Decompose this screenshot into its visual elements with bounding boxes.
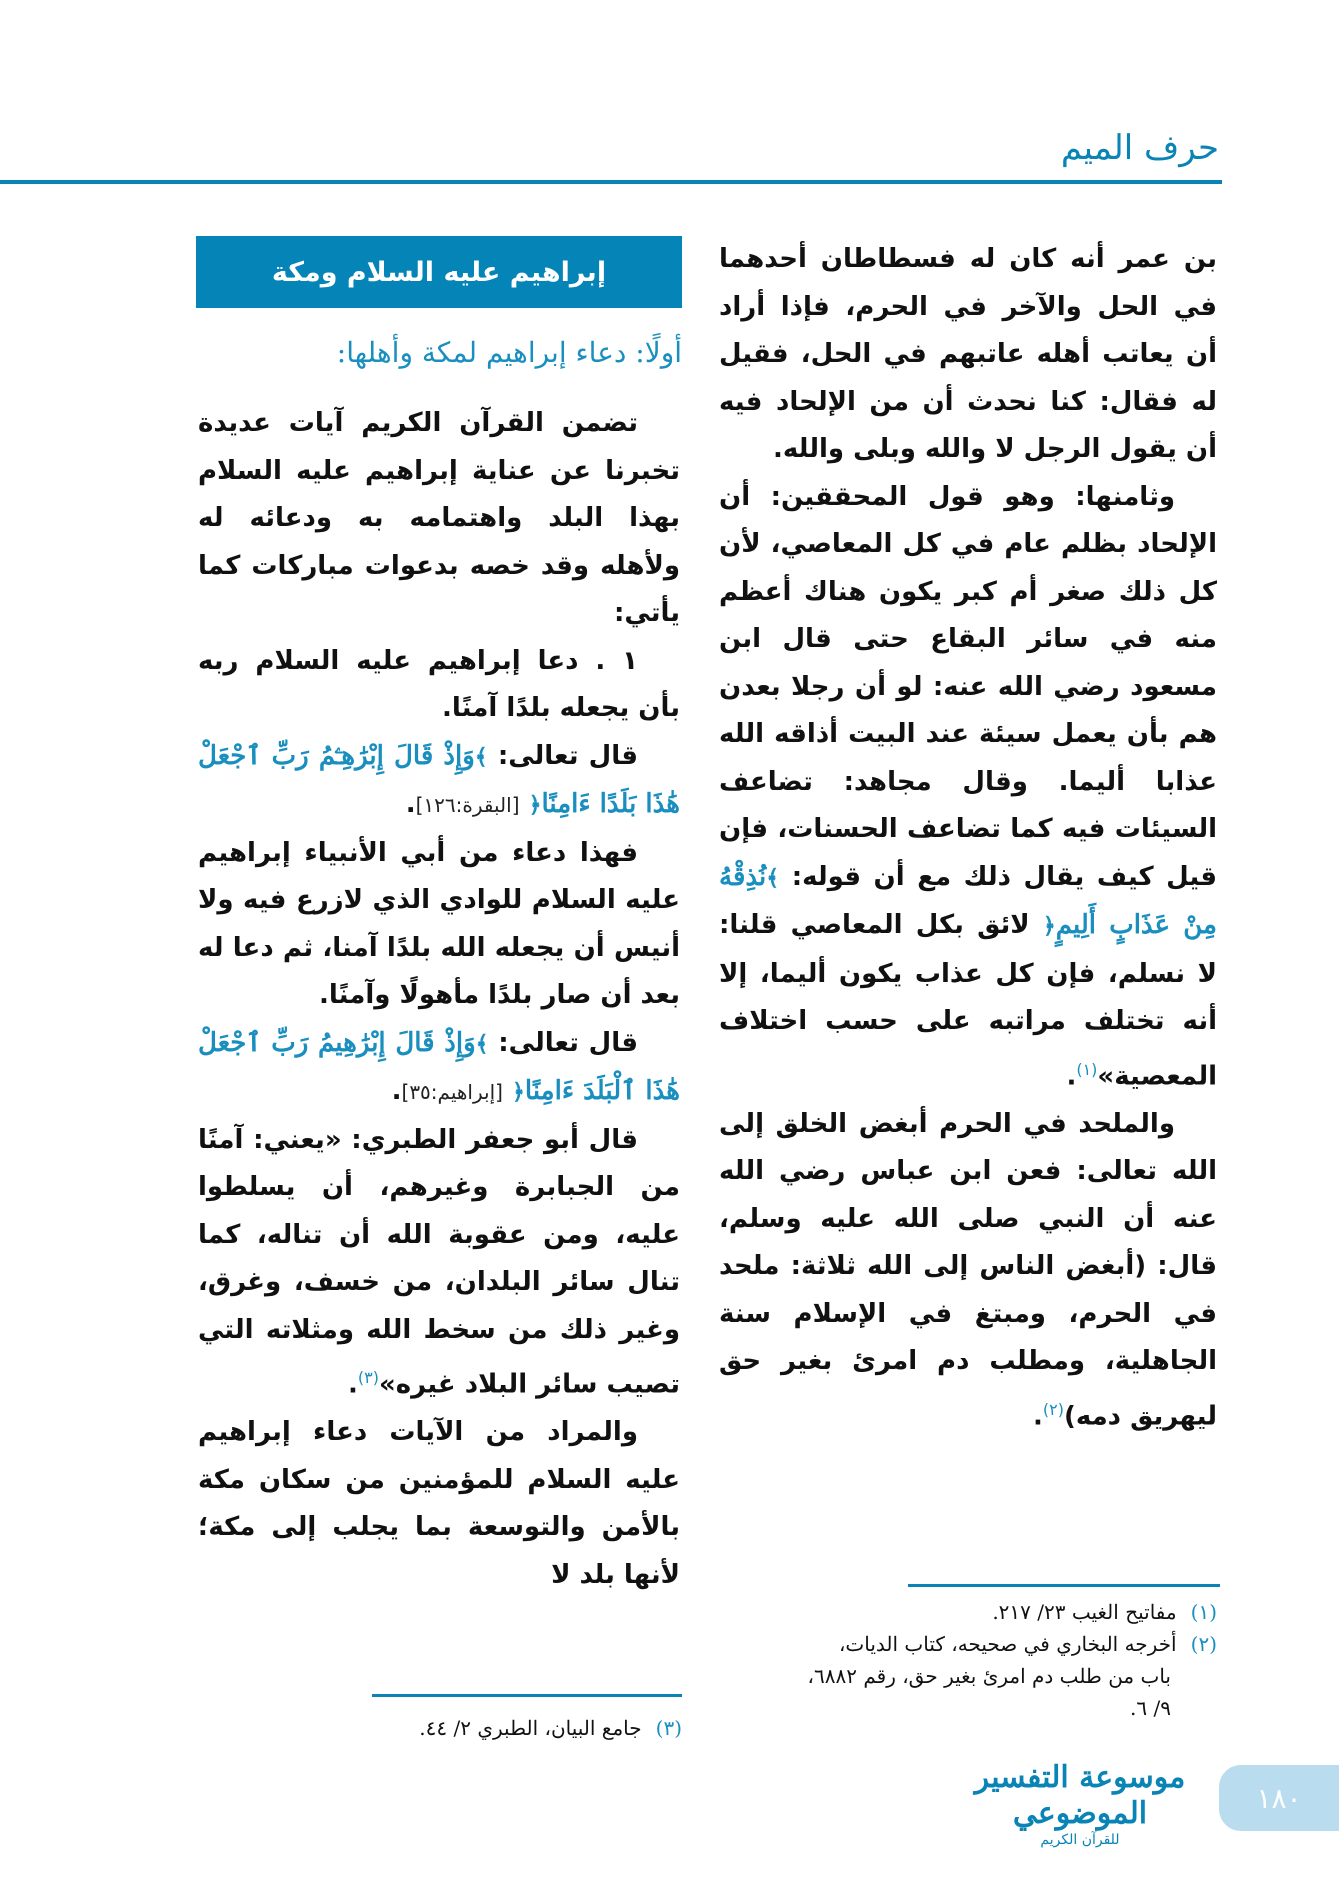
left-column xyxy=(198,400,680,1599)
verse-close-ornament-icon: ﴿ xyxy=(512,1080,525,1105)
verse-close-ornament-icon: ﴿ xyxy=(1042,914,1056,939)
paragraph xyxy=(198,1409,680,1599)
footnote-text: أخرجه البخاري في صحيحه، كتاب الديات، xyxy=(838,1632,1177,1656)
header-rule xyxy=(0,180,1222,184)
verse-open-ornament-icon: ﴾ xyxy=(474,744,488,770)
quran-quote xyxy=(198,1020,680,1117)
period: . xyxy=(1032,1401,1043,1432)
paragraph xyxy=(198,400,680,638)
period: . xyxy=(391,1076,402,1106)
paragraph xyxy=(198,1117,680,1410)
quote-lead: قال تعالى: xyxy=(498,1027,638,1058)
logo-title: موسوعة التفسير الموضوعي xyxy=(974,1760,1186,1831)
footnotes-right xyxy=(717,1596,1217,1724)
footnote-item xyxy=(198,1712,682,1744)
page-number: ١٨٠ xyxy=(1256,1781,1302,1815)
paragraph-text: تضمن القرآن الكريم آيات عديدة تخبرنا عن عناية إبراهيم عليه السلام بهذا البلد واهتمامه به ودعائه له ولأهله وقد خصه بدعوات مباركات كما يأتي: xyxy=(198,408,680,628)
verse-reference: [إبراهيم:٣٥] xyxy=(401,1080,503,1104)
paragraph-text: فهذا دعاء من أبي الأنبياء إبراهيم عليه السلام للوادي الذي لازرع فيه ولا أنيس أن يجعله الله بلدًا آمنا، ثم دعا له بعد أن صار بلدًا مأهولًا وآمنًا. xyxy=(198,837,680,1010)
paragraph-text: بن عمر أنه كان له فسطاطان أحدهما في الحل والآخر في الحرم، فإذا أراد أن يعاتب أهله عاتبهم في الحل، فقيل له فقال: كنا نحدث أن من الإلحاد فيه أن يقول الرجل لا والله وبلى والله. xyxy=(719,244,1217,464)
verse-open-ornament-icon: ﴾ xyxy=(475,1031,489,1057)
footnote-text: مفاتيح الغيب ٢٣/ ٢١٧. xyxy=(992,1600,1177,1624)
paragraph-text: قال أبو جعفر الطبري: «يعني: آمنًا من الجبابرة وغيرهم، أن يسلطوا عليه، ومن عقوبة الله أن تناله، كما تنال سائر البلدان، من خسف، وغرق، وغير ذلك من سخط الله ومثلاته التي تصيب سائر البلاد غيره» xyxy=(198,1124,680,1400)
paragraph-text: وثامنها: وهو قول المحققين: أن الإلحاد بظلم عام في كل المعاصي، لأن كل ذلك صغر أم كبر يكون هناك أعظم منه في سائر البقاع حتى قال ابن مسعود رضي الله عنه: لو أن رجلا بعدن هم بأن يعمل سيئة عند البيت أذاقه الله عذابا أليما. وقال مجاهد: تضاعف السيئات فيه كما تضاعف الحسنات، فإن قيل كيف يقال ذلك مع أن قوله: xyxy=(719,481,1217,892)
period: . xyxy=(348,1369,358,1400)
encyclopedia-logo xyxy=(930,1760,1230,1848)
footnote-number: (١) xyxy=(1190,1600,1217,1624)
paragraph-text: ١ . دعا إبراهيم عليه السلام ربه بأن يجعله بلدًا آمنًا. xyxy=(198,645,680,723)
paragraph xyxy=(719,474,1217,1101)
right-column xyxy=(719,236,1217,1441)
verse-reference: [البقرة:١٢٦] xyxy=(415,793,520,817)
period: . xyxy=(405,789,416,819)
subheading: أولًا: دعاء إبراهيم لمكة وأهلها: xyxy=(336,336,682,369)
footnote-rule xyxy=(908,1584,1220,1587)
footnote-ref[interactable]: (٣) xyxy=(357,1368,379,1387)
quote-lead: قال تعالى: xyxy=(497,740,638,771)
paragraph xyxy=(719,1101,1217,1441)
paragraph xyxy=(198,830,680,1020)
footnote-item xyxy=(717,1628,1217,1660)
paragraph-text: والمراد من الآيات دعاء إبراهيم عليه السلام للمؤمنين من سكان مكة بالأمن والتوسعة بما يجلب إلى مكة؛ لأنها بلد لا xyxy=(198,1417,680,1590)
footnote-continuation: ٩/ ٦. xyxy=(1130,1696,1171,1720)
period: . xyxy=(1066,1061,1077,1092)
footnote-item xyxy=(717,1596,1217,1628)
numbered-point xyxy=(198,638,680,733)
section-title xyxy=(196,236,682,308)
quran-verse: وَإِذْ قَالَ إِبْرَٰهِـۧمُ رَبِّ ٱجْعَلْ هَٰذَا بَلَدًا ءَامِنًا xyxy=(198,740,680,819)
footnote-rule xyxy=(372,1694,682,1697)
footnotes-left xyxy=(198,1712,682,1744)
logo-subtitle: للقرآن الكريم xyxy=(1040,1832,1120,1848)
running-head: حرف الميم xyxy=(1060,128,1219,168)
quran-quote xyxy=(198,733,680,830)
footnote-number: (٢) xyxy=(1190,1632,1217,1656)
paragraph-text: لائق بكل المعاصي قلنا: لا نسلم، فإن كل عذاب يكون أليما، إلا أنه تختلف مراتبه على حسب اختلاف المعصية» xyxy=(719,910,1217,1092)
footnote-number: (٣) xyxy=(655,1716,682,1740)
quran-verse: نُذِقْهُ مِنْ عَذَابٍ أَلِيمٍ xyxy=(719,861,1217,940)
paragraph xyxy=(719,236,1217,474)
footnote-text: جامع البيان، الطبري ٢/ ٤٤. xyxy=(419,1716,642,1740)
quran-verse: وَإِذْ قَالَ إِبْرَٰهِيمُ رَبِّ ٱجْعَلْ هَٰذَا ٱلْبَلَدَ ءَامِنًا xyxy=(198,1027,680,1106)
footnote-ref[interactable]: (١) xyxy=(1076,1059,1098,1079)
section-title-text: إبراهيم عليه السلام ومكة xyxy=(271,256,607,288)
footnote-continuation: باب من طلب دم امرئ بغير حق، رقم ٦٨٨٢، xyxy=(807,1664,1171,1688)
page-number-badge xyxy=(1219,1765,1339,1831)
verse-close-ornament-icon: ﴿ xyxy=(528,793,542,818)
footnote-ref[interactable]: (٢) xyxy=(1042,1399,1064,1419)
verse-open-ornament-icon: ﴾ xyxy=(766,865,780,891)
paragraph-text: والملحد في الحرم أبغض الخلق إلى الله تعالى: فعن ابن عباس رضي الله عنه أن النبي صلى الله عليه وسلم، قال: (أبغض الناس إلى الله ثلاثة: ملحد في الحرم، ومبتغ في الإسلام سنة الجاهلية، ومطلب دم امرئ بغير حق ليهريق دمه) xyxy=(719,1108,1217,1432)
